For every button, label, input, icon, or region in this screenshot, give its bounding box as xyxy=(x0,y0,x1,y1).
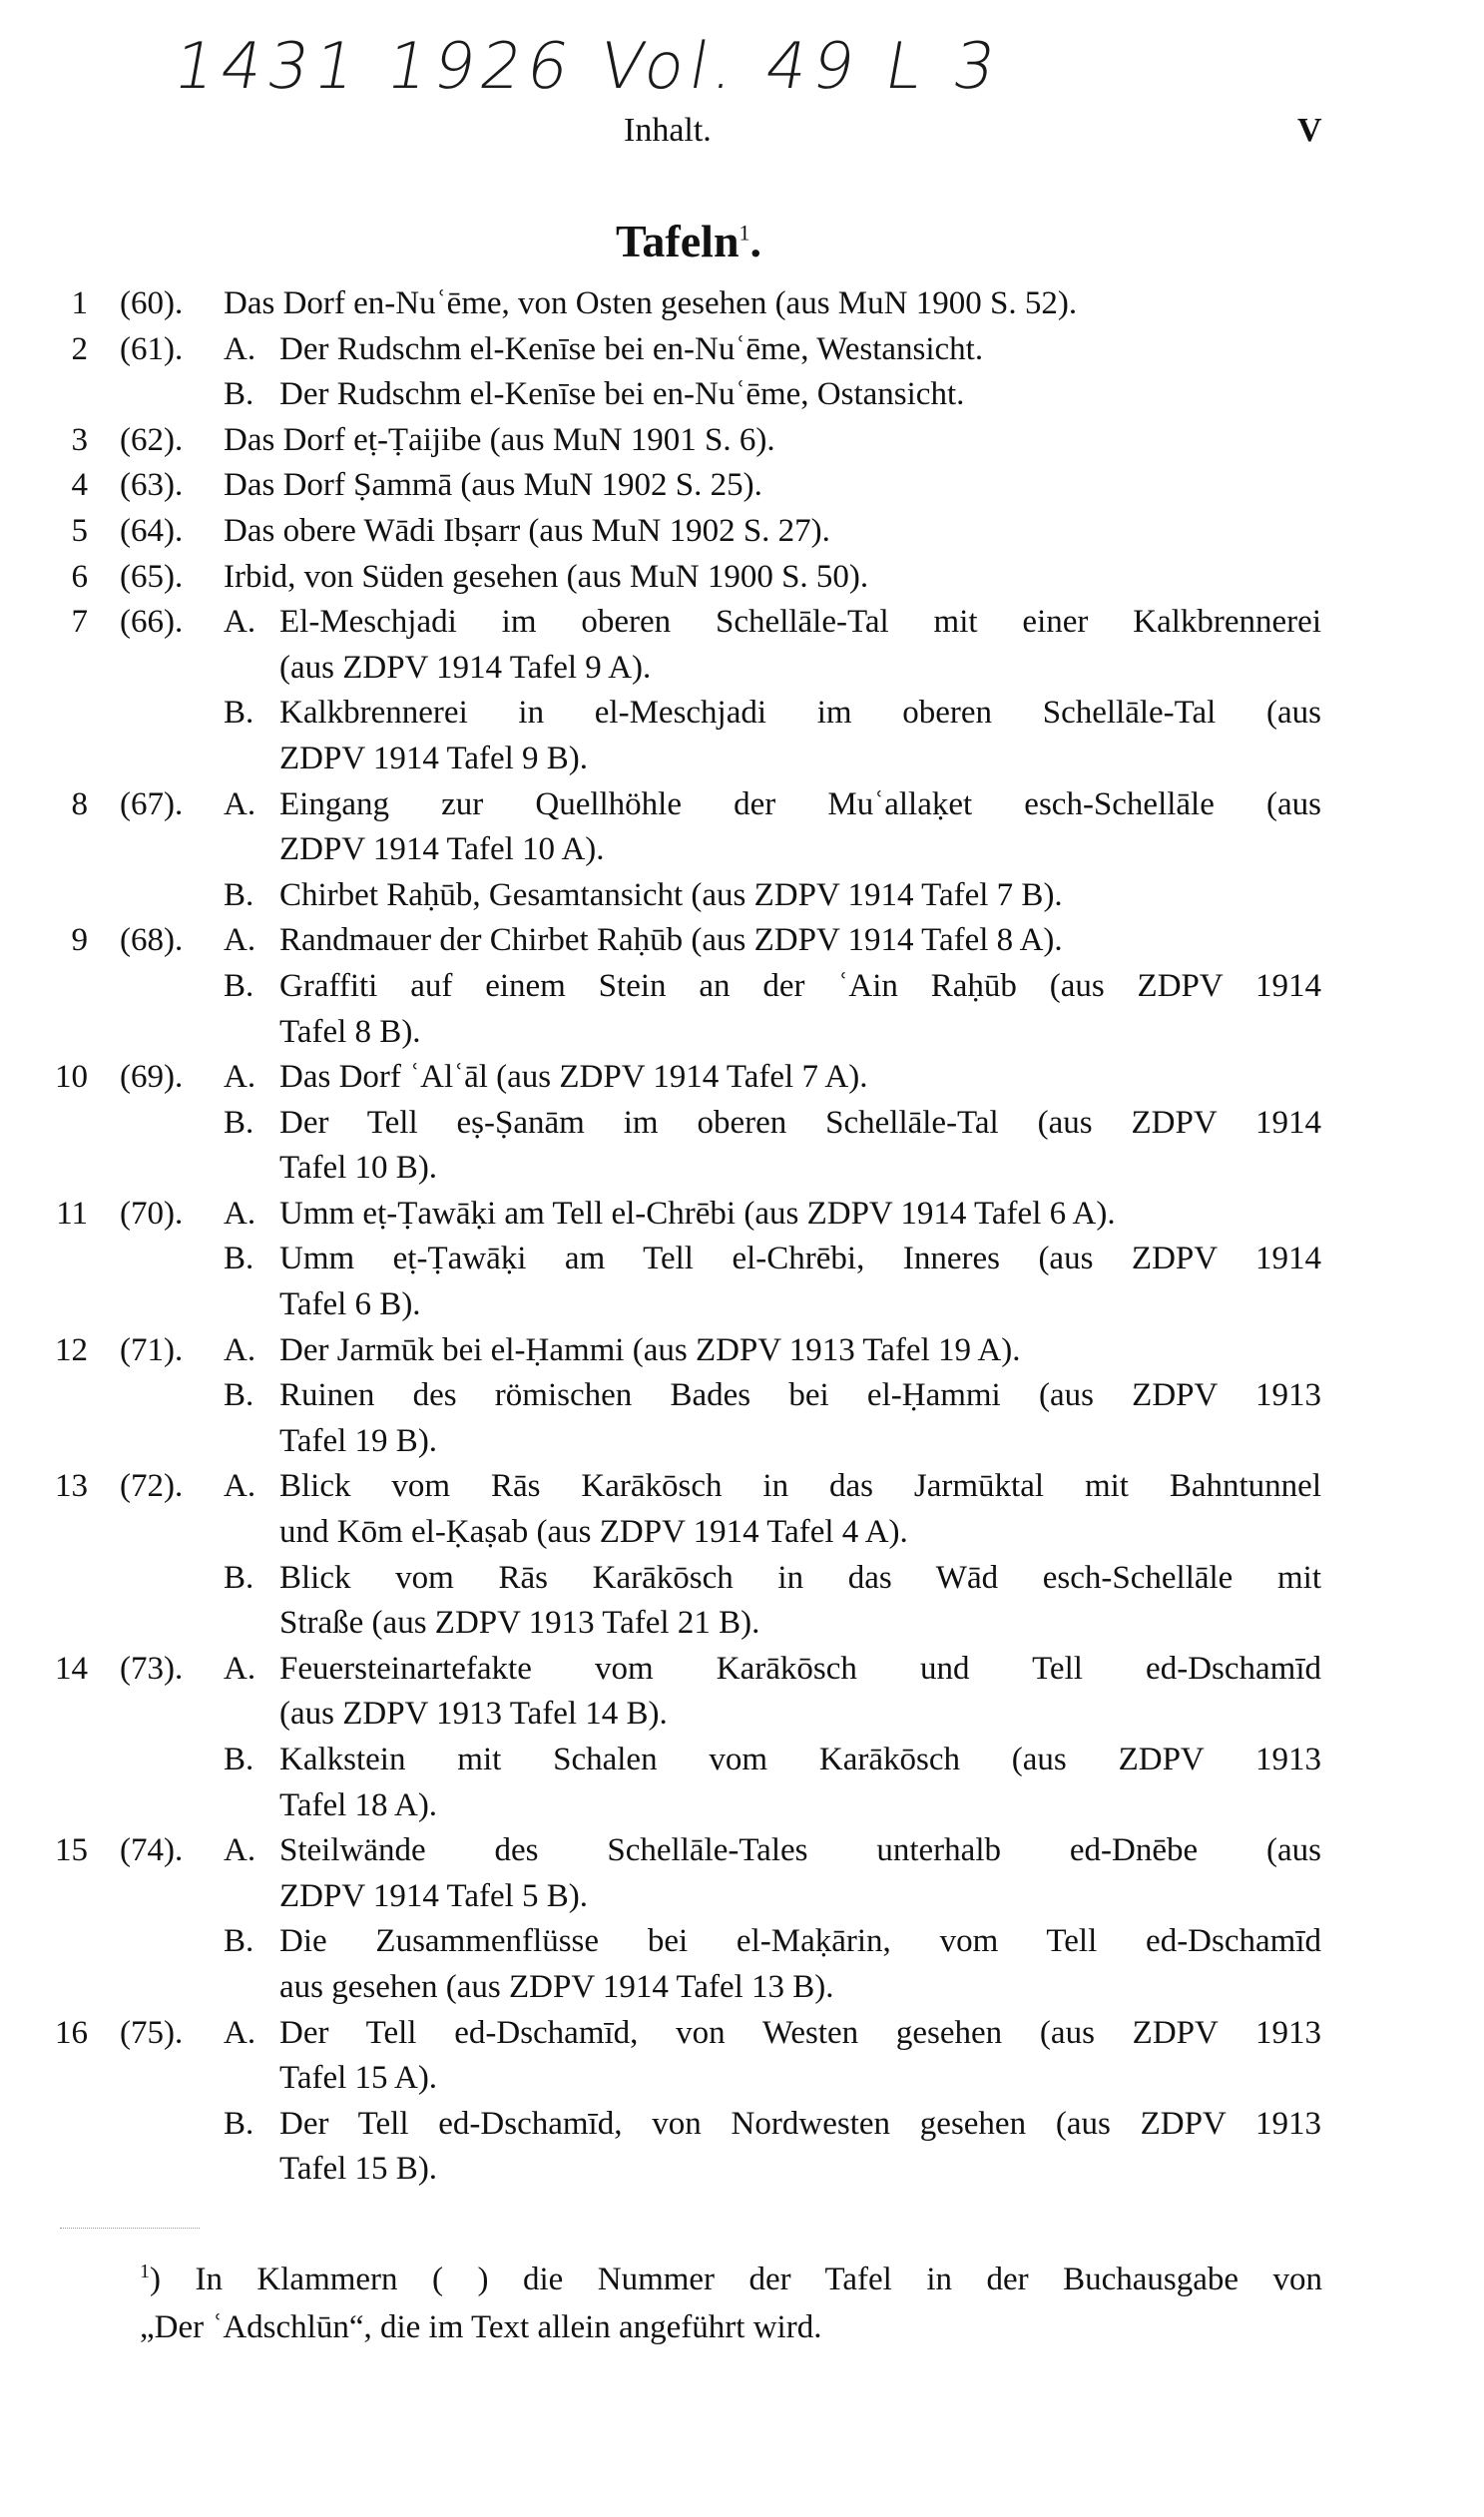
plate-row xyxy=(0,691,1484,737)
plate-caption-line: Irbid, von Süden gesehen (aus MuN 1900 S. 50). xyxy=(224,558,869,595)
plate-number: 3 xyxy=(71,421,88,458)
plate-caption-line: aus gesehen (aus ZDPV 1914 Tafel 13 B). xyxy=(279,1968,834,2005)
plate-row xyxy=(0,1464,1484,1510)
plate-caption-line: und Kōm el-Ḳaṣab (aus ZDPV 1914 Tafel 4 A). xyxy=(279,1514,908,1551)
plate-part-letter: B. xyxy=(224,967,254,1004)
plate-number: 2 xyxy=(71,330,88,367)
plate-caption-line: Das Dorf Ṣammā (aus MuN 1902 S. 25). xyxy=(224,467,762,504)
plate-book-number: (65). xyxy=(120,558,184,595)
plate-part-letter: A. xyxy=(224,1832,256,1869)
plate-row xyxy=(0,782,1484,828)
plate-caption-line: Randmauer der Chirbet Raḥūb (aus ZDPV 1914 Tafel 8 A). xyxy=(279,922,1063,959)
plate-number: 10 xyxy=(55,1059,88,1096)
plate-row xyxy=(0,463,1484,509)
plate-book-number: (75). xyxy=(120,2014,184,2051)
plate-row xyxy=(0,2056,1484,2102)
running-head-title: Inhalt. xyxy=(624,112,712,149)
plate-caption-line: Der Rudschm el-Kenīse bei en-Nuʿēme, Westansicht. xyxy=(279,330,984,367)
plate-row xyxy=(0,1328,1484,1374)
plate-caption-line: Tafel 18 A). xyxy=(279,1786,438,1823)
plate-caption-line: (aus ZDPV 1914 Tafel 9 A). xyxy=(279,649,652,686)
plate-caption-line: Eingang zur Quellhöhle der Muʿallaḳet esch-Schellāle (aus xyxy=(279,785,1321,822)
plate-part-letter: A. xyxy=(224,330,256,367)
plate-row xyxy=(0,918,1484,964)
footnote-mark: 1 xyxy=(140,2261,150,2282)
plate-caption-line: Der Tell ed-Dschamīd, von Westen gesehen (aus ZDPV 1913 xyxy=(279,2014,1321,2051)
plate-book-number: (70). xyxy=(120,1195,184,1232)
plate-number: 16 xyxy=(55,2014,88,2051)
plate-caption-line: Blick vom Rās Karākōsch in das Jarmūktal mit Bahntunnel xyxy=(279,1468,1321,1505)
plate-part-letter: A. xyxy=(224,604,256,641)
plate-part-letter: A. xyxy=(224,2014,256,2051)
plate-row xyxy=(0,646,1484,692)
plate-number: 14 xyxy=(55,1650,88,1687)
plate-row xyxy=(0,600,1484,646)
section-title-text: Tafeln xyxy=(615,216,740,266)
plate-caption-line: Umm eṭ-Ṭawāḳi am Tell el-Chrēbi, Inneres (aus ZDPV 1914 xyxy=(279,1241,1321,1277)
plate-row xyxy=(0,1101,1484,1147)
plate-book-number: (73). xyxy=(120,1650,184,1687)
plate-row xyxy=(0,1965,1484,2011)
plate-book-number: (67). xyxy=(120,785,184,822)
plate-caption-line: (aus ZDPV 1913 Tafel 14 B). xyxy=(279,1696,668,1733)
plate-row xyxy=(0,2147,1484,2193)
plate-book-number: (72). xyxy=(120,1468,184,1505)
plate-row xyxy=(0,1828,1484,1874)
plate-row xyxy=(0,1237,1484,1282)
plate-number: 12 xyxy=(55,1331,88,1368)
plate-row xyxy=(0,1192,1484,1238)
plate-part-letter: A. xyxy=(224,1650,256,1687)
plate-row xyxy=(0,1738,1484,1783)
plate-part-letter: B. xyxy=(224,695,254,732)
plate-part-letter: A. xyxy=(224,1468,256,1505)
footnote-line-2: „Der ʿAdschlūn“, die im Text allein angeführt wird. xyxy=(140,2309,822,2345)
plate-number: 9 xyxy=(71,922,88,959)
plate-caption-line: Der Tell ed-Dschamīd, von Nordwesten gesehen (aus ZDPV 1913 xyxy=(279,2105,1321,2142)
plate-book-number: (63). xyxy=(120,467,184,504)
plate-part-letter: B. xyxy=(224,1742,254,1777)
plate-book-number: (62). xyxy=(120,421,184,458)
plate-caption-line: Tafel 8 B). xyxy=(279,1013,421,1050)
plate-caption-line: Tafel 6 B). xyxy=(279,1286,421,1323)
plate-caption-line: Blick vom Rās Karākōsch in das Wād esch-Schellāle mit xyxy=(279,1559,1321,1596)
plate-book-number: (61). xyxy=(120,330,184,367)
plate-row xyxy=(0,1373,1484,1419)
plate-book-number: (66). xyxy=(120,604,184,641)
plate-caption-line: Straße (aus ZDPV 1913 Tafel 21 B). xyxy=(279,1605,760,1642)
plate-row xyxy=(0,1692,1484,1738)
plate-caption-line: Tafel 15 B). xyxy=(279,2151,438,2188)
plate-book-number: (64). xyxy=(120,512,184,549)
plate-number: 11 xyxy=(56,1195,88,1232)
plate-caption-line: Kalkbrennerei in el-Meschjadi im oberen Schellāle-Tal (aus xyxy=(279,695,1321,732)
plate-row xyxy=(0,281,1484,327)
plate-number: 15 xyxy=(55,1832,88,1869)
plate-row xyxy=(0,737,1484,782)
footnote xyxy=(140,2248,1322,2351)
section-title xyxy=(0,215,1377,267)
plate-part-letter: B. xyxy=(224,1559,254,1596)
plate-caption-line: Das obere Wādi Ibṣarr (aus MuN 1902 S. 27). xyxy=(224,512,830,549)
plate-row xyxy=(0,1556,1484,1602)
plates-list xyxy=(0,281,1484,2193)
plate-number: 5 xyxy=(71,512,88,549)
plate-number: 13 xyxy=(55,1468,88,1505)
plate-row xyxy=(0,1055,1484,1101)
plate-caption-line: ZDPV 1914 Tafel 9 B). xyxy=(279,740,589,776)
plate-row xyxy=(0,1647,1484,1693)
section-title-period: . xyxy=(749,216,762,266)
footnote-divider xyxy=(60,2228,200,2229)
plate-row xyxy=(0,1510,1484,1556)
plate-row xyxy=(0,1601,1484,1647)
plate-part-letter: B. xyxy=(224,1923,254,1960)
plate-row xyxy=(0,827,1484,873)
plate-part-letter: A. xyxy=(224,922,256,959)
plate-caption-line: Graffiti auf einem Stein an der ʿAin Raḥūb (aus ZDPV 1914 xyxy=(279,967,1321,1004)
plate-row xyxy=(0,873,1484,919)
plate-number: 7 xyxy=(71,604,88,641)
plate-row xyxy=(0,418,1484,464)
plate-row xyxy=(0,555,1484,601)
plate-row xyxy=(0,1419,1484,1465)
plate-part-letter: B. xyxy=(224,1104,254,1141)
plate-caption-line: Die Zusammenflüsse bei el-Maḳārin, vom Tell ed-Dschamīd xyxy=(279,1923,1321,1960)
plate-book-number: (69). xyxy=(120,1059,184,1096)
plate-number: 8 xyxy=(71,785,88,822)
plate-book-number: (68). xyxy=(120,922,184,959)
plate-row xyxy=(0,372,1484,418)
plate-caption-line: Kalkstein mit Schalen vom Karākōsch (aus ZDPV 1913 xyxy=(279,1742,1321,1777)
footnote-reference: 1 xyxy=(739,220,750,246)
plate-caption-line: Chirbet Raḥūb, Gesamtansicht (aus ZDPV 1914 Tafel 7 B). xyxy=(279,876,1063,913)
plate-part-letter: B. xyxy=(224,876,254,913)
plate-part-letter: A. xyxy=(224,785,256,822)
plate-caption-line: Tafel 10 B). xyxy=(279,1150,438,1187)
plate-caption-line: El-Meschjadi im oberen Schellāle-Tal mit einer Kalkbrennerei xyxy=(279,604,1321,641)
plate-row xyxy=(0,1146,1484,1192)
plate-caption-line: Das Dorf ʿAlʿāl (aus ZDPV 1914 Tafel 7 A). xyxy=(279,1059,868,1096)
plate-caption-line: ZDPV 1914 Tafel 10 A). xyxy=(279,831,605,868)
plate-part-letter: B. xyxy=(224,376,254,413)
plate-number: 6 xyxy=(71,558,88,595)
plate-row xyxy=(0,1010,1484,1056)
plate-part-letter: A. xyxy=(224,1195,256,1232)
plate-caption-line: Der Tell eṣ-Ṣanām im oberen Schellāle-Tal (aus ZDPV 1914 xyxy=(279,1104,1321,1141)
plate-row xyxy=(0,1783,1484,1829)
footnote-text-1: ) In Klammern ( ) die Nummer der Tafel in der Buchausgabe von xyxy=(150,2262,1322,2297)
plate-part-letter: B. xyxy=(224,1377,254,1414)
plate-part-letter: B. xyxy=(224,2105,254,2142)
plate-part-letter: B. xyxy=(224,1241,254,1277)
plate-caption-line: Das Dorf eṭ-Ṭaijibe (aus MuN 1901 S. 6). xyxy=(224,421,775,458)
plate-row xyxy=(0,2011,1484,2057)
page-number: V xyxy=(1297,112,1322,149)
running-head xyxy=(0,112,1484,162)
plate-caption-line: Feuersteinartefakte vom Karākōsch und Tell ed-Dschamīd xyxy=(279,1650,1321,1687)
plate-row xyxy=(0,1282,1484,1328)
plate-caption-line: Tafel 19 B). xyxy=(279,1422,438,1459)
plate-part-letter: A. xyxy=(224,1059,256,1096)
plate-caption-line: Tafel 15 A). xyxy=(279,2060,438,2097)
plate-caption-line: Der Rudschm el-Kenīse bei en-Nuʿēme, Ostansicht. xyxy=(279,376,965,413)
plate-caption-line: ZDPV 1914 Tafel 5 B). xyxy=(279,1877,589,1914)
plate-row xyxy=(0,1919,1484,1965)
footnote-line-1 xyxy=(140,2248,1322,2303)
plate-book-number: (74). xyxy=(120,1832,184,1869)
archive-handwritten-note: 1431 1926 Vol. 49 L 3 xyxy=(168,30,1007,104)
plate-caption-line: Der Jarmūk bei el-Ḥammi (aus ZDPV 1913 Tafel 19 A). xyxy=(279,1331,1021,1368)
plate-row xyxy=(0,2102,1484,2148)
plate-caption-line: Ruinen des römischen Bades bei el-Ḥammi (aus ZDPV 1913 xyxy=(279,1377,1321,1414)
plate-part-letter: A. xyxy=(224,1331,256,1368)
plate-caption-line: Steilwände des Schellāle-Tales unterhalb ed-Dnēbe (aus xyxy=(279,1832,1321,1869)
plate-number: 1 xyxy=(71,285,88,321)
plate-number: 4 xyxy=(71,467,88,504)
plate-book-number: (71). xyxy=(120,1331,184,1368)
plate-book-number: (60). xyxy=(120,285,184,321)
plate-caption-line: Umm eṭ-Ṭawāḳi am Tell el-Chrēbi (aus ZDPV 1914 Tafel 6 A). xyxy=(279,1195,1116,1232)
plate-row xyxy=(0,327,1484,373)
plate-row xyxy=(0,509,1484,555)
plate-caption-line: Das Dorf en-Nuʿēme, von Osten gesehen (aus MuN 1900 S. 52). xyxy=(224,285,1078,321)
plate-row xyxy=(0,964,1484,1010)
plate-row xyxy=(0,1874,1484,1920)
